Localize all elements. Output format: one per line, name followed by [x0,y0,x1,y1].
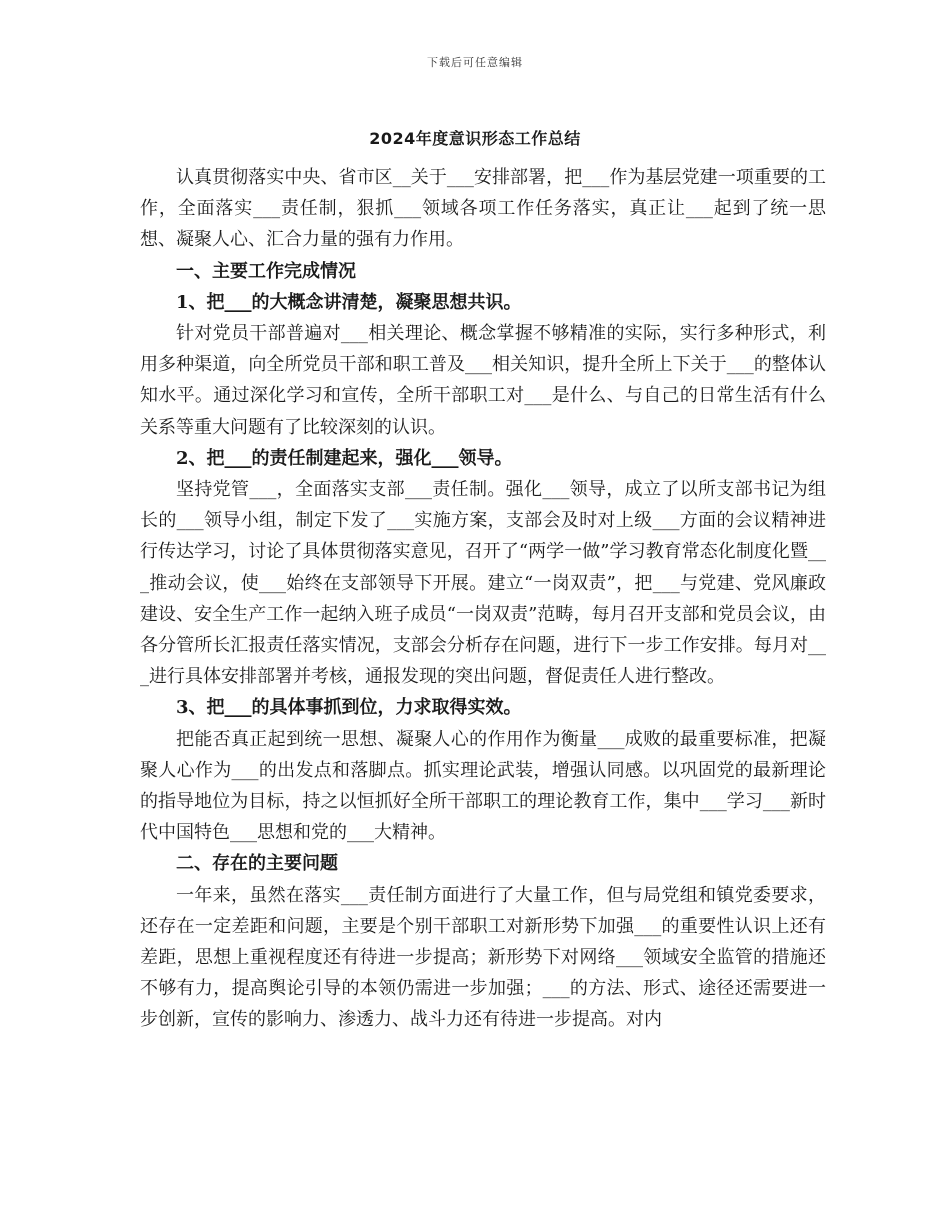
subsection-heading-2: 2、把___的责任制建起来，强化___领导。 [176,447,513,469]
body-paragraph: 坚持党管___，全面落实支部___责任制。强化___领导，成立了以所支部书记为组长的___领导小组，制定下发了___实施方案，支部会及时对上级___方面的会议精神进行传达学习，讨论了具体贯彻落实意见，召开了“两学一做”学习教育常态化制度化暨___推动会议，使___始终在支部领导下开展。建立“一岗双责”，把___与党建、党风廉政建设、安全生产工作一起纳入班子成员“一岗双责”范畴，每月召开支部和党员会议，由各分管所长汇报责任落实情况，支部会分析存在问题，进行下一步工作安排。每月对___进行具体安排部署并考核，通报发现的突出问题，督促责任人进行整改。 [140,479,826,688]
body-paragraph: 把能否真正起到统一思想、凝聚人心的作用作为衡量___成败的最重要标准，把凝聚人心作为___的出发点和落脚点。抓实理论武装，增强认同感。以巩固党的最新理论的指导地位为目标，持之以恒抓好全所干部职工的理论教育工作，集中___学习___新时代中国特色___思想和党的___大精神。 [140,728,826,844]
subsection-heading-3: 3、把___的具体事抓到位，力求取得实效。 [176,697,522,719]
section-heading-2: 二、存在的主要问题 [176,853,338,875]
section-heading-1: 一、主要工作完成情况 [176,260,356,282]
subsection-heading-1: 1、把___的大概念讲清楚，凝聚思想共识。 [176,291,522,313]
body-paragraph: 针对党员干部普遍对___相关理论、概念掌握不够精准的实际，实行多种形式，利用多种渠道，向全所党员干部和职工普及___相关知识，提升全所上下关于___的整体认知水平。通过深化学习和宣传，全所干部职工对___是什么、与自己的日常生活有什么关系等重大问题有了比较深刻的认识。 [140,323,826,438]
intro-paragraph: 认真贯彻落实中央、省市区__关于___安排部署，把___作为基层党建一项重要的工作，全面落实___责任制，狠抓___领域各项工作任务落实，真正让___起到了统一思想、凝聚人心、汇合力量的强有力作用。 [140,167,826,251]
document-body [140,162,826,1036]
document-title: 2024年度意识形态工作总结 [369,129,581,148]
page-header-note: 下载后可任意编辑 [427,56,523,69]
body-paragraph: 一年来，虽然在落实___责任制方面进行了大量工作，但与局党组和镇党委要求，还存在一定差距和问题，主要是个别干部职工对新形势下加强___的重要性认识上还有差距，思想上重视程度还有待进一步提高；新形势下对网络___领域安全监管的措施还不够有力，提高舆论引导的本领仍需进一步加强；___的方法、形式、途径还需要进一步创新，宣传的影响力、渗透力、战斗力还有待进一步提高。对内 [140,884,826,1031]
